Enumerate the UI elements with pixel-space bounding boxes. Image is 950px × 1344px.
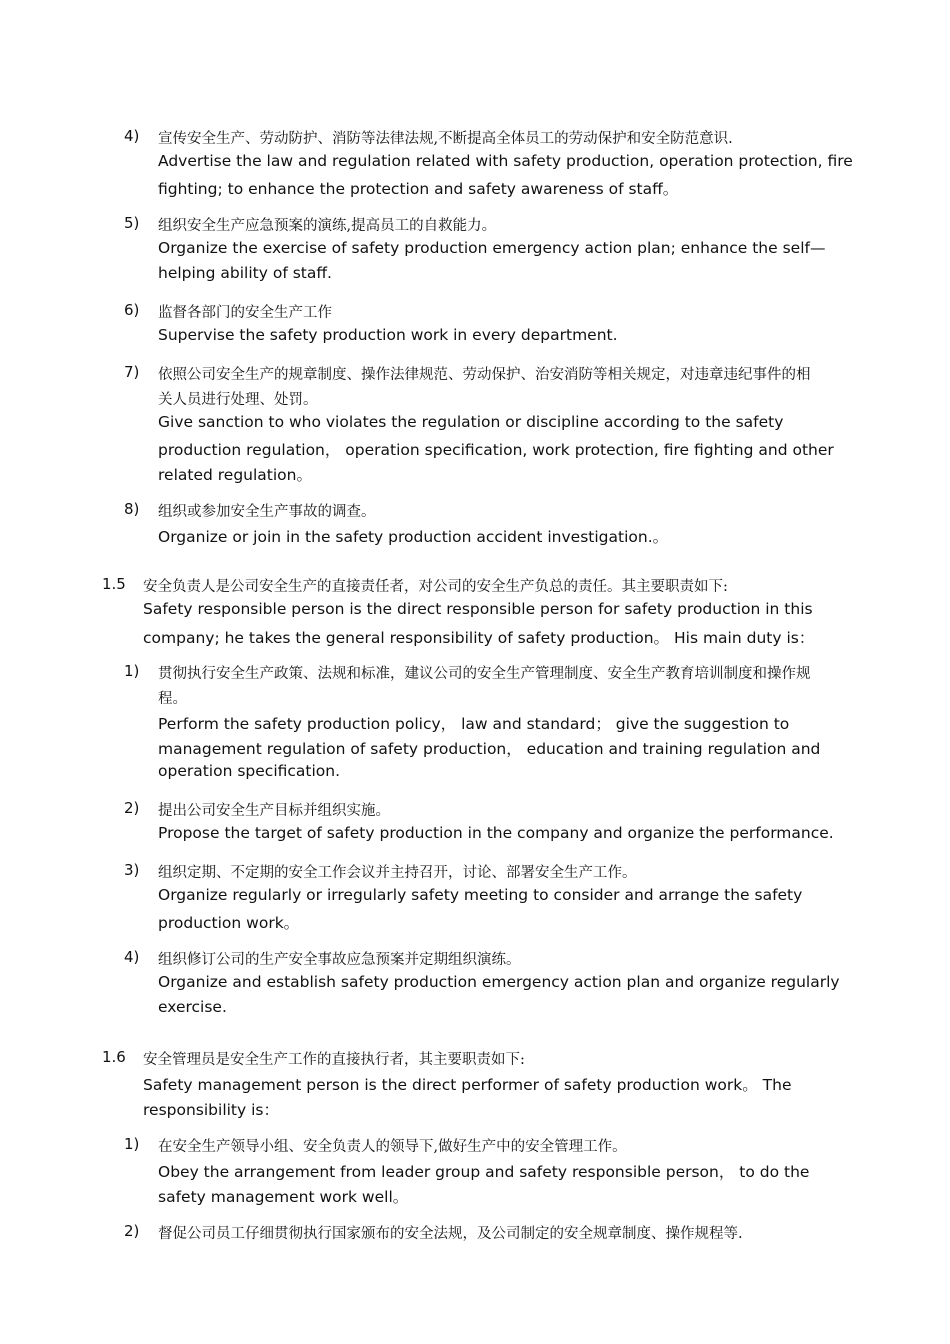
- section-number: 1.6: [102, 1048, 126, 1066]
- item-number: 5): [124, 214, 140, 232]
- item-text-en: management regulation of safety production， education and training regulation and: [158, 740, 821, 758]
- item-text-cn: 程。: [158, 691, 187, 707]
- section-heading-en: responsibility is：: [143, 1101, 279, 1119]
- item-text-cn: 关人员进行处理、处罚。: [158, 392, 318, 408]
- item-text-cn: 督促公司员工仔细贯彻执行国家颁布的安全法规，及公司制定的安全规章制度、操作规程等.: [158, 1226, 743, 1242]
- item-number: 6): [124, 301, 140, 319]
- item-text-cn: 依照公司安全生产的规章制度、操作法律规范、劳动保护、治安消防等相关规定，对违章违纪事件的相: [158, 367, 811, 383]
- item-number: 1): [124, 1135, 140, 1153]
- item-text-en: safety management work well。: [158, 1188, 409, 1206]
- item-text-en: related regulation。: [158, 466, 312, 484]
- section-number: 1.5: [102, 575, 126, 593]
- item-text-en: Supervise the safety production work in every department.: [158, 326, 618, 344]
- item-number: 2): [124, 799, 140, 817]
- item-text-en: Organize regularly or irregularly safety meeting to consider and arrange the safety: [158, 886, 803, 904]
- item-text-cn: 监督各部门的安全生产工作: [158, 305, 332, 321]
- section-heading-en: Safety responsible person is the direct responsible person for safety production in this: [143, 600, 813, 618]
- item-text-en: Organize and establish safety production emergency action plan and organize regularly: [158, 973, 840, 991]
- section-heading-en: company; he takes the general responsibility of safety production。 His main duty is：: [143, 629, 815, 647]
- item-text-en: fighting; to enhance the protection and safety awareness of staff。: [158, 180, 679, 198]
- item-number: 1): [124, 662, 140, 680]
- section-heading-cn: 安全负责人是公司安全生产的直接责任者，对公司的安全生产负总的责任。其主要职责如下:: [143, 579, 728, 595]
- item-number: 7): [124, 363, 140, 381]
- item-text-en: Obey the arrangement from leader group and safety responsible person， to do the: [158, 1163, 810, 1181]
- item-text-en: Give sanction to who violates the regulation or discipline according to the safety: [158, 413, 784, 431]
- item-text-en: helping ability of staff.: [158, 264, 332, 282]
- item-number: 4): [124, 948, 140, 966]
- item-text-en: Advertise the law and regulation related with safety production, operation protection, fire: [158, 152, 853, 170]
- item-text-cn: 组织或参加安全生产事故的调查。: [158, 504, 376, 520]
- item-text-cn: 提出公司安全生产目标并组织实施。: [158, 803, 390, 819]
- item-text-cn: 组织修订公司的生产安全事故应急预案并定期组织演练。: [158, 952, 521, 968]
- item-text-en: production work。: [158, 914, 300, 932]
- item-text-cn: 贯彻执行安全生产政策、法规和标准，建议公司的安全生产管理制度、安全生产教育培训制度和操作规: [158, 666, 811, 682]
- section-heading-cn: 安全管理员是安全生产工作的直接执行者，其主要职责如下:: [143, 1052, 525, 1068]
- item-number: 3): [124, 861, 140, 879]
- item-text-en: production regulation， operation specification, work protection, fire fighting and other: [158, 441, 834, 459]
- item-text-en: Perform the safety production policy， law and standard； give the suggestion to: [158, 715, 790, 733]
- item-text-en: exercise.: [158, 998, 227, 1016]
- item-text-en: Propose the target of safety production in the company and organize the performance.: [158, 824, 834, 842]
- item-text-en: Organize or join in the safety production accident investigation.。: [158, 528, 669, 546]
- item-text-en: Organize the exercise of safety production emergency action plan; enhance the self—: [158, 239, 826, 257]
- item-text-cn: 组织安全生产应急预案的演练,提高员工的自救能力。: [158, 218, 497, 234]
- item-text-cn: 宣传安全生产、劳动防护、消防等法律法规,不断提高全体员工的劳动保护和安全防范意识.: [158, 131, 733, 147]
- item-number: 2): [124, 1222, 140, 1240]
- item-number: 8): [124, 500, 140, 518]
- item-text-en: operation specification.: [158, 762, 341, 780]
- item-text-cn: 组织定期、不定期的安全工作会议并主持召开，讨论、部署安全生产工作。: [158, 865, 637, 881]
- section-heading-en: Safety management person is the direct performer of safety production work。 The: [143, 1076, 792, 1094]
- item-text-cn: 在安全生产领导小组、安全负责人的领导下,做好生产中的安全管理工作。: [158, 1139, 627, 1155]
- item-number: 4): [124, 127, 140, 145]
